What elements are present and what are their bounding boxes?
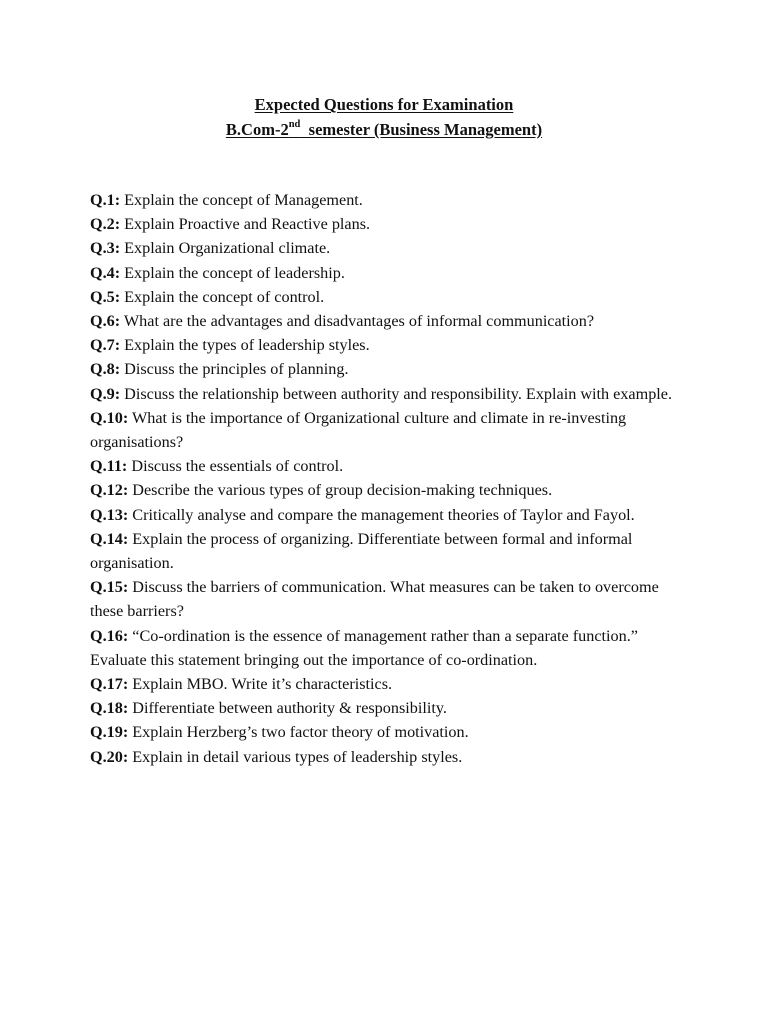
question-item <box>90 624 690 672</box>
question-item <box>90 575 690 623</box>
question-item <box>90 503 690 527</box>
question-text: Discuss the relationship between authority and responsibility. Explain with example. <box>124 384 673 403</box>
question-item <box>90 672 690 696</box>
document-title: Expected Questions for Examination <box>254 95 514 114</box>
question-number: Q.5: <box>90 287 121 306</box>
question-number: Q.3: <box>90 239 121 258</box>
question-number: Q.16: <box>90 626 129 645</box>
question-item <box>90 212 690 236</box>
question-item <box>90 478 690 502</box>
question-text: Explain the types of leadership styles. <box>124 336 370 355</box>
document-header <box>0 93 768 142</box>
question-number: Q.7: <box>90 336 121 355</box>
question-text: Explain the concept of Management. <box>124 191 363 209</box>
question-number: Q.10: <box>90 408 129 427</box>
question-number: Q.15: <box>90 578 129 597</box>
question-text: Describe the various types of group decision-making techniques. <box>132 481 553 500</box>
question-text: Explain Organizational climate. <box>124 239 331 258</box>
question-list <box>90 188 690 769</box>
question-number: Q.17: <box>90 675 129 694</box>
question-item <box>90 236 690 260</box>
question-number: Q.4: <box>90 263 121 282</box>
question-number: Q.13: <box>90 505 129 524</box>
question-text: Explain in detail various types of leadership styles. <box>132 747 463 766</box>
question-item <box>90 285 690 309</box>
subtitle-prefix: B.Com-2 <box>225 119 289 139</box>
subtitle-superscript: nd <box>288 119 301 130</box>
question-text: Critically analyse and compare the management theories of Taylor and Fayol. <box>132 505 635 524</box>
question-item <box>90 454 690 478</box>
question-item <box>90 261 690 285</box>
question-number: Q.14: <box>90 529 129 548</box>
question-text: Discuss the barriers of communication. What measures can be taken to overcome these barriers? <box>90 578 659 621</box>
question-text: Explain the concept of control. <box>124 287 325 306</box>
question-text: Explain Proactive and Reactive plans. <box>124 215 371 234</box>
question-text: Explain Herzberg’s two factor theory of motivation. <box>132 723 469 742</box>
question-item <box>90 745 690 769</box>
question-item <box>90 357 690 381</box>
question-text: Differentiate between authority & responsibility. <box>132 699 447 718</box>
question-number: Q.2: <box>90 215 121 234</box>
question-item <box>90 333 690 357</box>
question-text: Discuss the essentials of control. <box>131 457 344 476</box>
question-text: Explain the concept of leadership. <box>124 263 345 282</box>
question-number: Q.12: <box>90 481 129 500</box>
question-text: What is the importance of Organizational culture and climate in re-investing organisations? <box>90 408 627 452</box>
question-text: Explain MBO. Write it’s characteristics. <box>132 675 393 694</box>
question-text: Discuss the principles of planning. <box>124 360 349 379</box>
question-number: Q.18: <box>90 699 129 718</box>
question-text: “Co-ordination is the essence of management rather than a separate function.” Evaluate this statement bringing out the importance of co-ordination. <box>90 626 638 669</box>
question-item <box>90 527 690 575</box>
question-item <box>90 720 690 744</box>
question-item <box>90 382 690 406</box>
question-number: Q.19: <box>90 723 129 742</box>
question-item <box>90 406 690 454</box>
question-number: Q.8: <box>90 360 121 379</box>
question-number: Q.11: <box>90 457 128 476</box>
question-item <box>90 188 690 212</box>
subtitle-suffix: semester (Business Management) <box>300 119 543 139</box>
question-number: Q.9: <box>90 384 121 403</box>
question-number: Q.1: <box>90 191 121 209</box>
question-text: What are the advantages and disadvantages of informal communication? <box>123 312 595 331</box>
document-subtitle <box>0 118 768 143</box>
question-item <box>90 309 690 333</box>
question-number: Q.6: <box>90 312 121 331</box>
question-item <box>90 696 690 720</box>
question-number: Q.20: <box>90 747 129 766</box>
question-text: Explain the process of organizing. Differentiate between formal and informal organisation. <box>90 529 633 573</box>
